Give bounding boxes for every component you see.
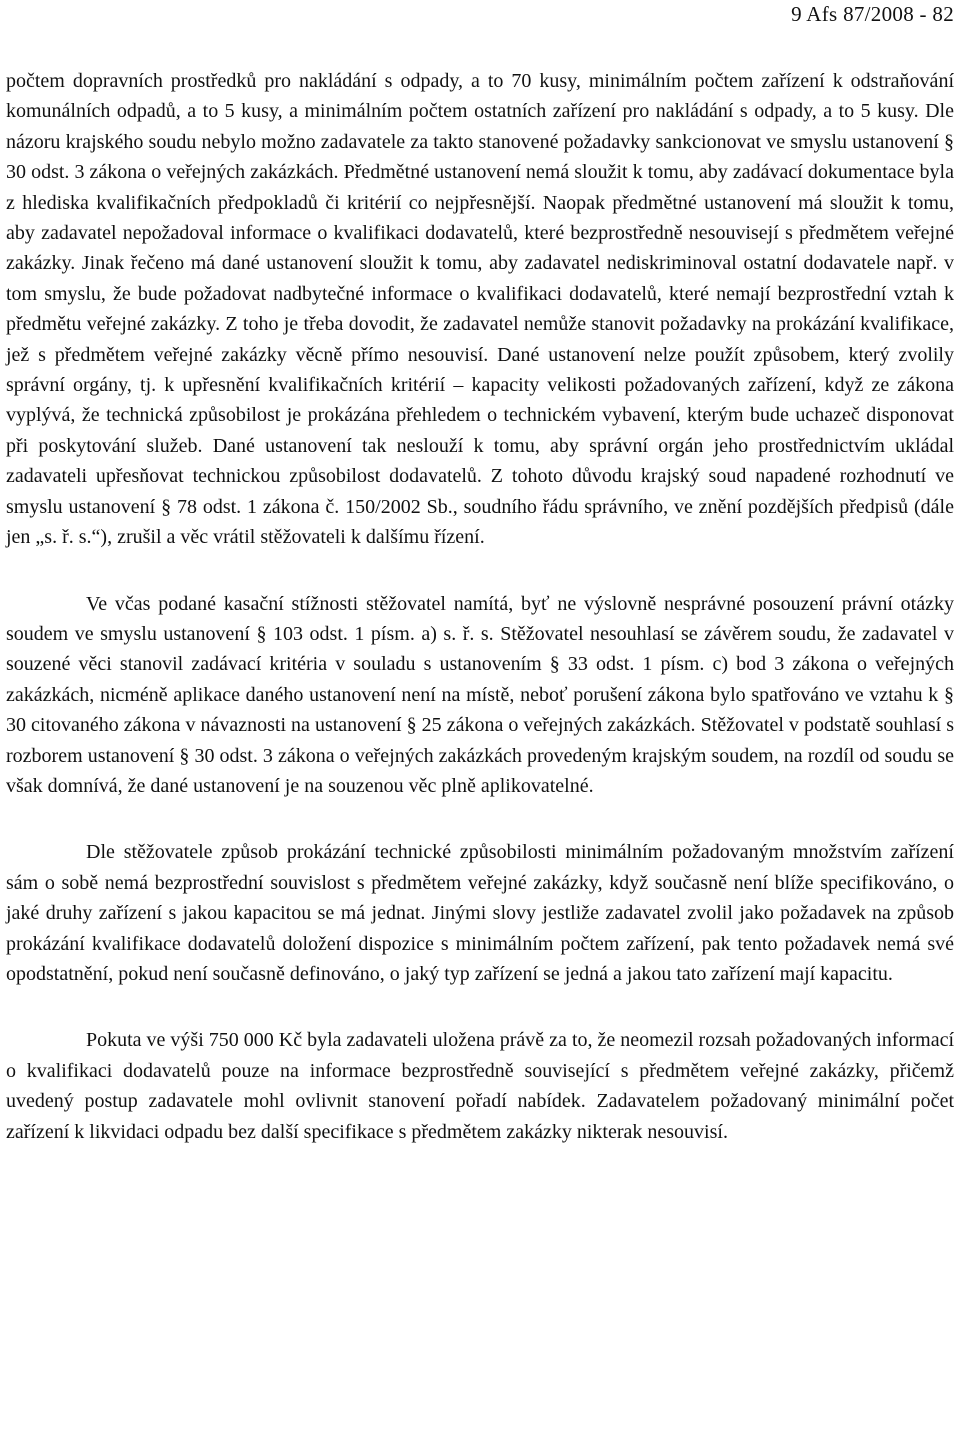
paragraph-cassation-complaint: Ve včas podané kasační stížnosti stěžovatel namítá, byť ne výslovně nesprávné posouzení právní otázky soudem ve smyslu ustanovení § 103 odst. 1 písm. a) s. ř. s. Stěžovatel nesouhlasí se závěrem soudu, že zadavatel v souzené věci stanovil zadávací kritéria v souladu s ustanovením § 33 odst. 1 písm. c) bod 3 zákona o veřejných zakázkách, nicméně aplikace daného ustanovení není na místě, neboť porušení zákona bylo spatřováno ve vztahu k § 30 citovaného zákona v návaznosti na ustanovení § 25 zákona o veřejných zakázkách. Stěžovatel v podstatě souhlasí s rozborem ustanovení § 30 odst. 3 zákona o veřejných zakázkách provedeným krajským soudem, na rozdíl od soudu se však domnívá, že dané ustanovení je na souzenou věc plně aplikovatelné. xyxy=(6,592,954,797)
document-body xyxy=(6,66,954,1147)
paragraph-fine: Pokuta ve výši 750 000 Kč byla zadavateli uložena právě za to, že neomezil rozsah požadovaných informací o kvalifikaci dodavatelů pouze na informace bezprostředně související s předmětem veřejné zakázky, přičemž uvedený postup zadavatele mohl ovlivnit stanovení pořadí nabídek. Zadavatelem požadovaný minimální počet zařízení k likvidaci odpadu bez další specifikace s předmětem zakázky nikterak nesouvisí. xyxy=(6,1029,954,1143)
paragraph-gap xyxy=(6,989,954,1025)
paragraph-court-reasoning: počtem dopravních prostředků pro nakládání s odpady, a to 70 kusy, minimálním počtem zařízení k odstraňování komunálních odpadů, a to 5 kusy, a minimálním počtem ostatních zařízení pro nakládání s odpady, a to 5 kusy. Dle názoru krajského soudu nebylo možno zadavatele za takto stanovené požadavky sankcionovat ve smyslu ustanovení § 30 odst. 3 zákona o veřejných zakázkách. Předmětné ustanovení nemá sloužit k tomu, aby zadávací dokumentace byla z hlediska kvalifikačních předpokladů či kritérií co nejpřesnější. Naopak předmětné ustanovení má sloužit k tomu, aby zadavatel nepožadoval informace o kvalifikaci dodavatelů, které bezprostředně nesouvisejí s předmětem veřejné zakázky. Jinak řečeno má dané ustanovení sloužit k tomu, aby zadavatel nediskriminoval ostatní dodavatele např. v tom smyslu, že bude požadovat nadbytečné informace o kvalifikaci dodavatelů, které nemají bezprostřední vztah k předmětu veřejné zakázky. Z toho je třeba dovodit, že zadavatel nemůže stanovit požadavky na prokázání kvalifikace, jež s předmětem veřejné zakázky věcně přímo nesouvisí. Dané ustanovení nelze použít způsobem, který zvolily správní orgány, tj. k upřesnění kvalifikačních kritérií – kapacity velikosti požadovaných zařízení, když ze zákona vyplývá, že technická způsobilost je prokázána přehledem o technickém vybavení, kterým bude uchazeč disponovat při poskytování služeb. Dané ustanovení tak neslouží k tomu, aby správní orgán jeho prostřednictvím ukládal zadavateli upřesňovat technickou způsobilost dodavatelů. Z tohoto důvodu krajský soud napadené rozhodnutí ve smyslu ustanovení § 78 odst. 1 zákona č. 150/2002 Sb., soudního řádu správního, ve znění pozdějších předpisů (dále jen „s. ř. s.“), zrušil a věc vrátil stěžovateli k dalšímu řízení. xyxy=(6,70,954,549)
paragraph-gap xyxy=(6,801,954,837)
page-header-case-number: 9 Afs 87/2008 - 82 xyxy=(791,2,954,26)
paragraph-complainant-argument: Dle stěžovatele způsob prokázání technické způsobilosti minimálním požadovaným množstvím zařízení sám o sobě nemá bezprostřední souvislost s předmětem veřejné zakázky, když současně není blíže specifikováno, o jaké druhy zařízení s jakou kapacitou se má jednat. Jinými slovy jestliže zadavatel zvolil jako požadavek na způsob prokázání kvalifikace dodavatelů doložení dispozice s minimálním počtem zařízení, pak tento požadavek nemá své opodstatnění, pokud není současně definováno, o jaký typ zařízení se jedná a jakou tato zařízení mají kapacitu. xyxy=(6,841,954,985)
paragraph-gap xyxy=(6,553,954,589)
